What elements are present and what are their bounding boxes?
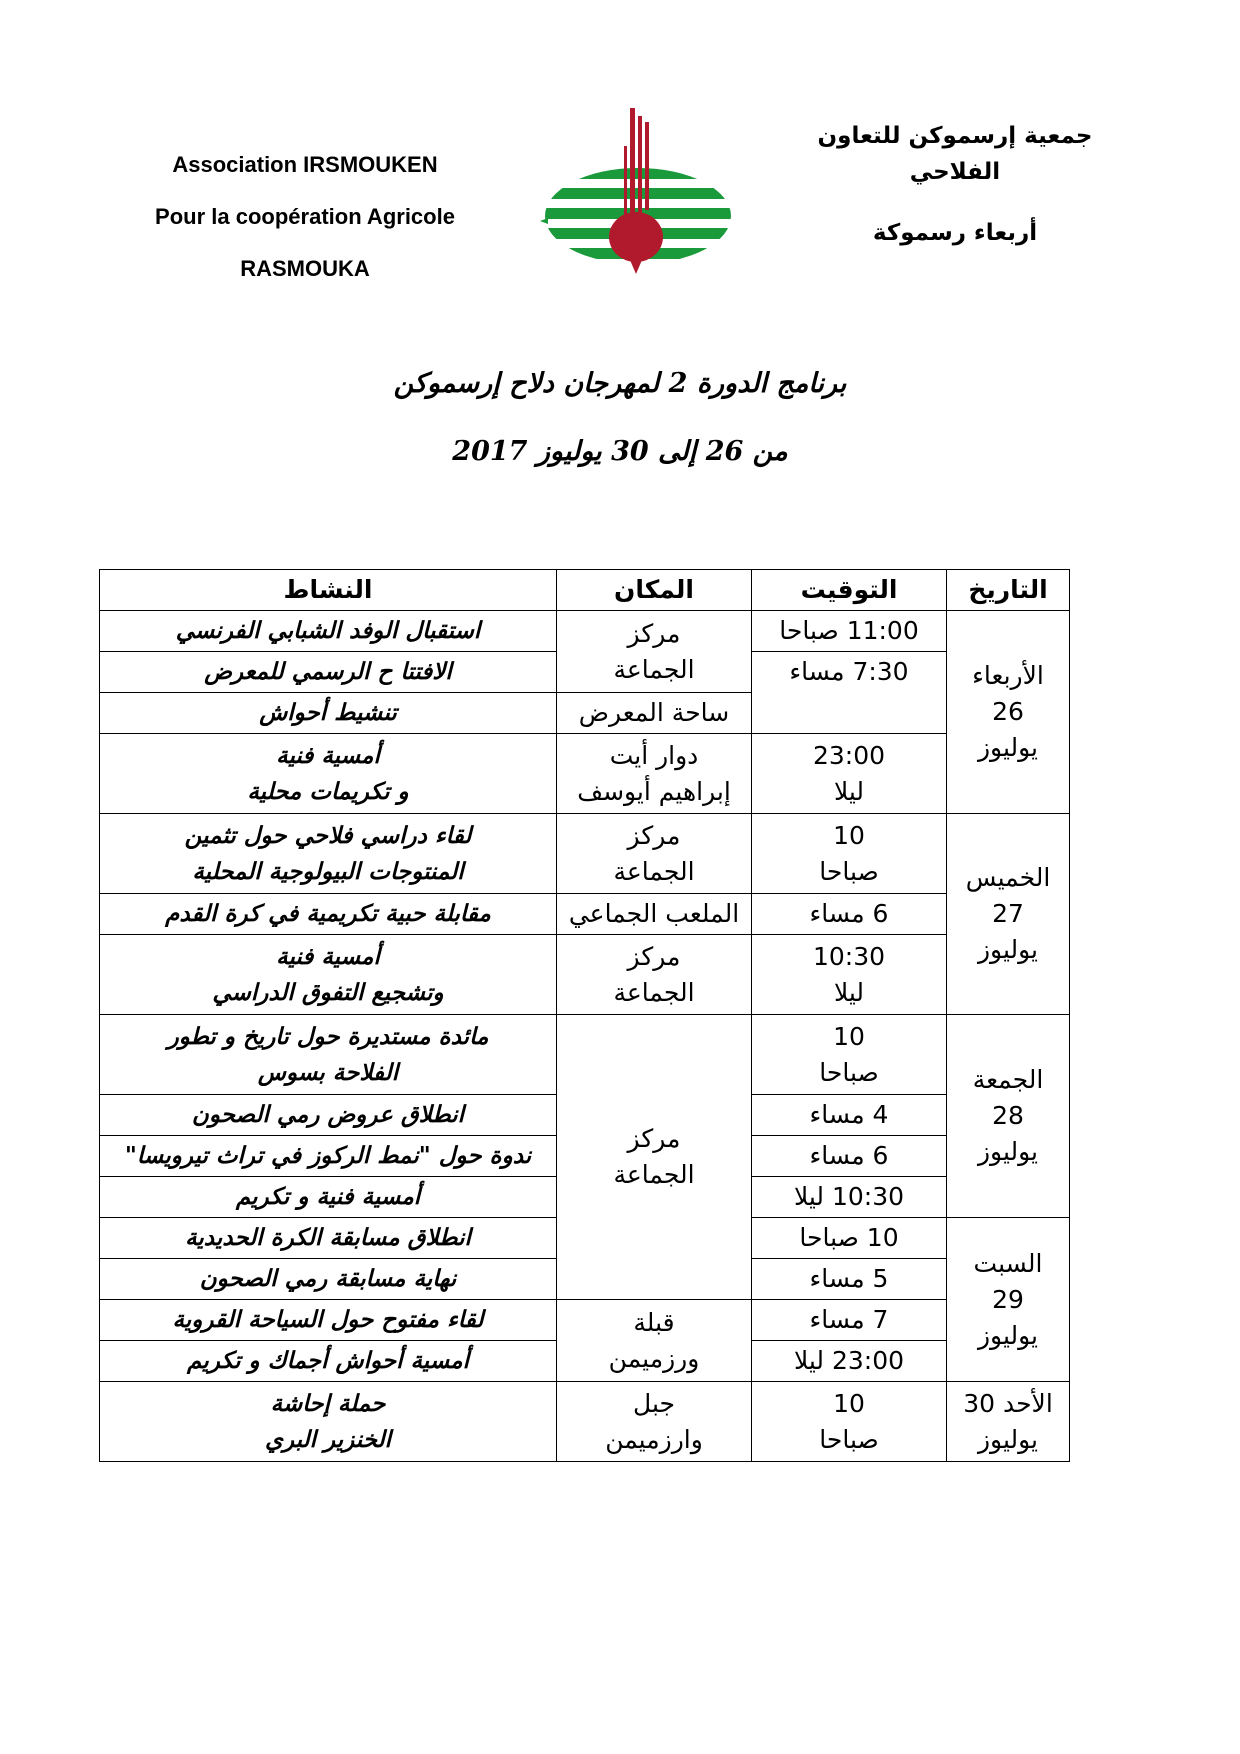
day-cell-sunday: [947, 1382, 1070, 1462]
time-line: 23:00: [812, 740, 886, 770]
fr-header-line2: Pour la coopération Agricole: [155, 204, 455, 229]
place-cell: [557, 935, 752, 1015]
table-row: [100, 814, 1070, 894]
time-line: صباحا: [819, 856, 879, 886]
place-cell: الملعب الجماعي: [557, 894, 752, 935]
day-cell-saturday: [947, 1218, 1070, 1382]
table-row: [100, 1015, 1070, 1095]
time-cell: 5 مساء: [752, 1259, 947, 1300]
time-line: 10: [833, 1388, 865, 1418]
place-cell: [557, 611, 752, 693]
place-cell: [557, 1015, 752, 1300]
program-title: برنامج الدورة 2 لمهرجان دلاح إرسموكن: [393, 368, 847, 399]
place-cell: [557, 814, 752, 894]
day-month: يوليوز: [977, 1137, 1039, 1166]
header-activity: النشاط: [100, 570, 557, 611]
time-cell: 6 مساء: [752, 894, 947, 935]
day-name: الجمعة: [972, 1065, 1044, 1094]
activity-cell: [100, 935, 557, 1015]
place-line: الجماعة: [613, 654, 695, 684]
day-number: 28: [992, 1101, 1024, 1130]
activity-line: الخنزير البري: [264, 1425, 391, 1453]
day-name: الأحد 30: [963, 1388, 1053, 1418]
day-cell-friday: [947, 1015, 1070, 1218]
time-cell: 6 مساء: [752, 1136, 947, 1177]
place-cell: ساحة المعرض: [557, 693, 752, 734]
day-number: 29: [992, 1284, 1024, 1314]
fr-header-line3: RASMOUKA: [240, 256, 370, 281]
header-time: التوقيت: [752, 570, 947, 611]
time-cell: 7 مساء: [752, 1300, 947, 1341]
place-line: ورزميمن: [608, 1343, 700, 1373]
activity-line: الفلاحة بسوس: [257, 1058, 399, 1086]
day-month: يوليوز: [977, 1320, 1039, 1350]
time-cell: 4 مساء: [752, 1095, 947, 1136]
place-cell: [557, 1300, 752, 1382]
time-line: صباحا: [819, 1424, 879, 1454]
french-header: [120, 148, 490, 304]
day-name: السبت: [973, 1248, 1043, 1278]
place-line: الجماعة: [613, 977, 695, 1007]
time-cell: [752, 814, 947, 894]
activity-cell: لقاء مفتوح حول السياحة القروية: [100, 1300, 557, 1341]
activity-cell: أمسية فنية و تكريم: [100, 1177, 557, 1218]
time-cell: 23:00 ليلا: [752, 1341, 947, 1382]
table-row: [100, 611, 1070, 652]
place-line: قبلة: [633, 1307, 675, 1337]
activity-line: المنتوجات البيولوجية المحلية: [192, 857, 464, 885]
day-cell-wednesday: [947, 611, 1070, 814]
day-name: الأربعاء: [972, 661, 1044, 690]
time-cell: [752, 935, 947, 1015]
day-cell-thursday: [947, 814, 1070, 1015]
time-line: ليلا: [833, 977, 865, 1007]
place-cell: [557, 734, 752, 814]
table-row: [100, 1300, 1070, 1341]
activity-cell: [100, 734, 557, 814]
place-line: وارزميمن: [605, 1424, 703, 1454]
time-cell: [752, 1015, 947, 1095]
table-row: [100, 734, 1070, 814]
association-logo: [538, 106, 738, 276]
activity-line: مائدة مستديرة حول تاريخ و تطور: [167, 1022, 489, 1050]
header-place: المكان: [557, 570, 752, 611]
activity-line: حملة إحاشة: [270, 1389, 386, 1417]
time-line: 10: [833, 820, 865, 850]
day-name: الخميس: [965, 863, 1051, 892]
ar-header-line3: أربعاء رسموكة: [872, 220, 1038, 246]
table-row: [100, 894, 1070, 935]
logo-red-bulb: [609, 212, 663, 262]
day-month: يوليوز: [977, 1424, 1039, 1454]
time-line: 10:30: [812, 941, 886, 971]
activity-cell: الافتتا ح الرسمي للمعرض: [100, 652, 557, 693]
activity-cell: استقبال الوفد الشبابي الفرنسي: [100, 611, 557, 652]
activity-cell: [100, 1382, 557, 1462]
program-table: [99, 569, 1070, 1462]
activity-cell: [100, 814, 557, 894]
activity-line: أمسية فنية: [276, 942, 380, 970]
place-line: الجماعة: [613, 1160, 695, 1189]
activity-cell: انطلاق عروض رمي الصحون: [100, 1095, 557, 1136]
ar-header-line2: الفلاحي: [909, 159, 1001, 185]
activity-line: وتشجيع التفوق الدراسي: [212, 978, 444, 1006]
time-cell: 7:30 مساء: [752, 652, 947, 734]
time-cell: 10:30 ليلا: [752, 1177, 947, 1218]
place-line: إبراهيم أيوسف: [577, 776, 731, 806]
place-line: جبل: [633, 1388, 675, 1418]
place-line: مركز: [627, 941, 681, 971]
place-line: مركز: [627, 618, 681, 648]
time-cell: 11:00 صباحا: [752, 611, 947, 652]
header-date: التاريخ: [947, 570, 1070, 611]
activity-cell: تنشيط أحواش: [100, 693, 557, 734]
table-header-row: [100, 570, 1070, 611]
time-cell: 10 صباحا: [752, 1218, 947, 1259]
ar-header-line1: جمعية إرسموكن للتعاون: [817, 123, 1093, 149]
time-line: 10: [833, 1021, 865, 1051]
activity-cell: انطلاق مسابقة الكرة الحديدية: [100, 1218, 557, 1259]
activity-cell: ندوة حول "نمط الركوز في تراث تيرويسا": [100, 1136, 557, 1177]
time-cell: [752, 734, 947, 814]
activity-cell: نهاية مسابقة رمي الصحون: [100, 1259, 557, 1300]
day-month: يوليوز: [977, 733, 1039, 762]
time-line: ليلا: [833, 776, 865, 806]
place-line: مركز: [627, 1124, 681, 1153]
fr-header-line1: Association IRSMOUKEN: [172, 152, 438, 177]
activity-line: لقاء دراسي فلاحي حول تثمين: [184, 821, 472, 849]
activity-cell: أمسية أحواش أجماك و تكريم: [100, 1341, 557, 1382]
arabic-header: [810, 118, 1100, 250]
day-number: 26: [992, 697, 1024, 726]
time-line: صباحا: [819, 1057, 879, 1087]
place-line: الجماعة: [613, 856, 695, 886]
activity-cell: مقابلة حبية تكريمية في كرة القدم: [100, 894, 557, 935]
activity-line: أمسية فنية: [276, 741, 380, 769]
time-cell: [752, 1382, 947, 1462]
place-line: دوار أيت: [609, 740, 699, 770]
place-cell: [557, 1382, 752, 1462]
table-row: [100, 1382, 1070, 1462]
program-dates: من 26 إلى 30 يوليوز 2017: [452, 436, 788, 467]
day-month: يوليوز: [977, 935, 1039, 964]
activity-cell: [100, 1015, 557, 1095]
table-row: [100, 935, 1070, 1015]
place-line: مركز: [627, 820, 681, 850]
activity-line: و تكريمات محلية: [247, 777, 409, 805]
day-number: 27: [992, 899, 1024, 928]
